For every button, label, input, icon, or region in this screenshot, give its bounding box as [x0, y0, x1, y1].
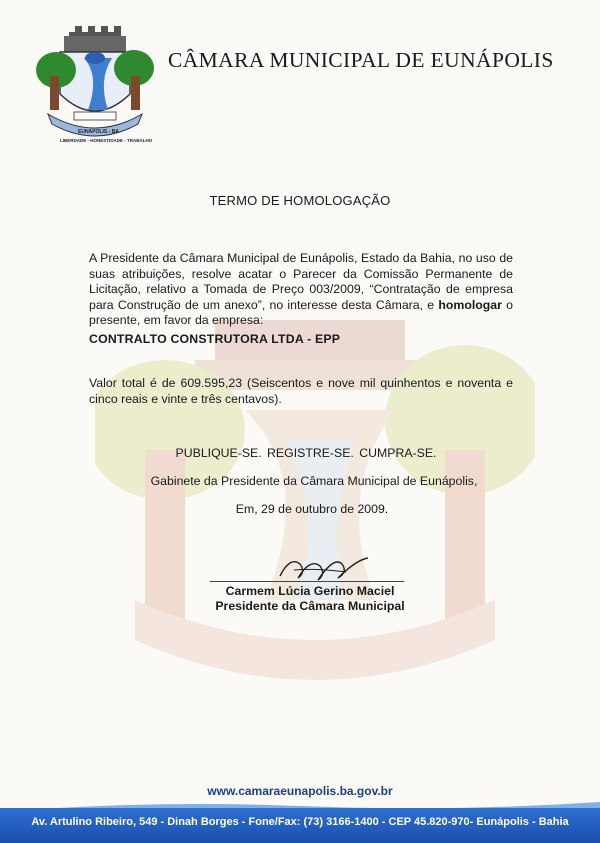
- signer-name: Carmem Lúcia Gerino Maciel: [225, 584, 395, 598]
- total-value-paragraph: Valor total é de 609.595,23 (Seiscentos e nove mil quinhentos e noventa e cinco reais e vinte e três centavos).: [89, 376, 513, 406]
- document-date: Em, 29 de outubro de 2009.: [235, 502, 389, 516]
- homologar-emphasis: homologar: [438, 297, 502, 312]
- website-link[interactable]: www.camaraeunapolis.ba.gov.br: [207, 784, 393, 798]
- office-line: Gabinete da Presidente da Câmara Municipal de Eunápolis,: [150, 474, 478, 488]
- institution-title: CÂMARA MUNICIPAL DE EUNÁPOLIS: [168, 48, 554, 72]
- signer-role: Presidente da Câmara Municipal: [215, 599, 405, 613]
- paragraph-text-end: o presente, em favor da empresa:: [89, 297, 513, 327]
- crest-motto-label: LIBERDADE - HONESTIDADE - TRABALHO: [60, 138, 153, 143]
- crest-city-label: EUNÁPOLIS - BA: [78, 129, 119, 135]
- municipal-crest-icon: [34, 24, 156, 146]
- paragraph-text-start: A Presidente da Câmara Municipal de Eunápolis, Estado da Bahia, no uso de suas atribuições, resolve acatar o Parecer da Comissão Permanente de Licitação, relativo a Tomada de Preço 003/2009, “Contratação de empresa para Construção de um anexo”, no interesse desta Câmara, e: [89, 251, 513, 312]
- document-title: TERMO DE HOMOLOGAÇÃO: [209, 193, 391, 208]
- homologation-paragraph: [89, 251, 513, 329]
- footer-address: Av. Artulino Ribeiro, 549 - Dinah Borges - Fone/Fax: (73) 3166-1400 - CEP 45.820-970- Eunápolis - Bahia: [31, 816, 569, 828]
- publish-register-comply: PUBLIQUE-SE. REGISTRE-SE. CUMPRA-SE.: [175, 446, 437, 460]
- signature-line: [210, 581, 404, 582]
- company-name: CONTRALTO CONSTRUTORA LTDA - EPP: [89, 332, 341, 346]
